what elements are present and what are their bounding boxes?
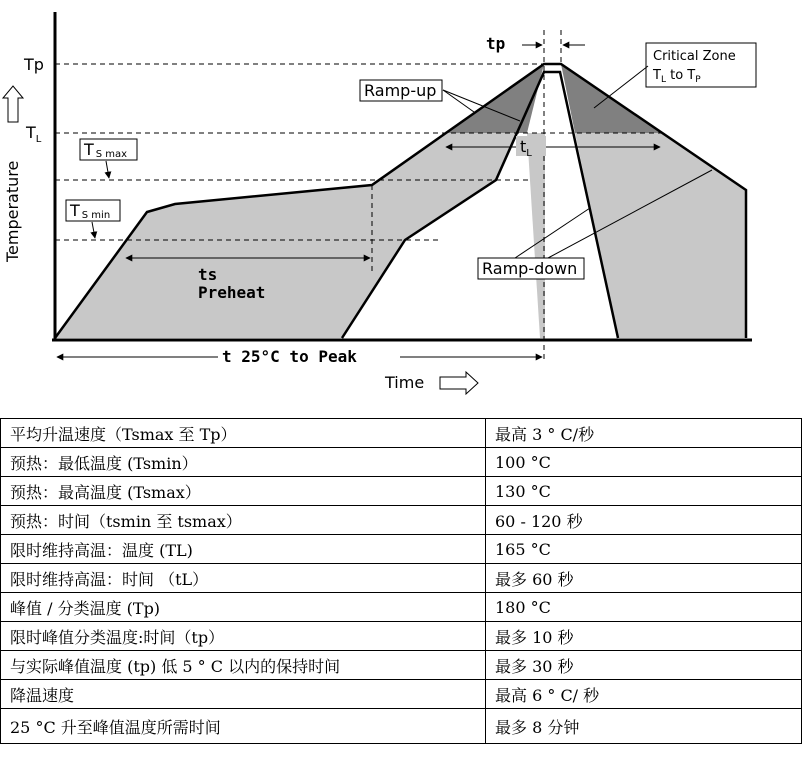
- table-row: [1, 448, 802, 477]
- center-zone: [527, 133, 545, 338]
- time-to-peak-label: t 25°C to Peak: [222, 347, 357, 366]
- param-cell: 限时峰值分类温度:时间（tp）: [1, 622, 486, 651]
- param-cell: 限时维持高温：温度 (TL): [1, 535, 486, 564]
- param-cell: 预热：最低温度 (Tsmin）: [1, 448, 486, 477]
- value-cell: 60 - 120 秒: [486, 506, 802, 535]
- param-cell: 25 °C 升至峰值温度所需时间: [1, 709, 486, 744]
- table-row: [1, 622, 802, 651]
- param-cell: 预热：时间（tsmin 至 tsmax）: [1, 506, 486, 535]
- critical-zone-line2: $T_L$ to $T_P$: [653, 68, 701, 85]
- x-axis-title: Time: [385, 373, 425, 392]
- value-cell: 180 °C: [486, 593, 802, 622]
- table-row: [1, 593, 802, 622]
- table-row: [1, 419, 802, 448]
- value-cell: 100 °C: [486, 448, 802, 477]
- value-cell: 最高 3 ° C/秒: [486, 419, 802, 448]
- ramp-down-label: Ramp-down: [482, 259, 578, 278]
- critical-zone-line1: Critical Zone: [653, 49, 736, 64]
- param-cell: 降温速度: [1, 680, 486, 709]
- tl-tick-label: $T_L$: [26, 123, 42, 145]
- preheat-label: Preheat: [198, 283, 266, 302]
- param-cell: 限时维持高温：时间 （tL）: [1, 564, 486, 593]
- ts-label: ts: [198, 265, 218, 284]
- table-row: [1, 477, 802, 506]
- value-cell: 130 °C: [486, 477, 802, 506]
- param-cell: 峰值 / 分类温度 (Tp): [1, 593, 486, 622]
- value-cell: 最多 8 分钟: [486, 709, 802, 744]
- param-cell: 平均升温速度（Tsmax 至 Tp）: [1, 419, 486, 448]
- value-cell: 最多 30 秒: [486, 651, 802, 680]
- table-row: [1, 709, 802, 744]
- y-axis-arrow-icon: [3, 86, 23, 122]
- tsmax-label: T S max: [84, 140, 128, 160]
- x-axis-arrow-icon: [440, 372, 478, 394]
- ramp-up-label: Ramp-up: [364, 81, 437, 100]
- value-cell: 最多 60 秒: [486, 564, 802, 593]
- table-row: [1, 651, 802, 680]
- preheat-zone: [55, 133, 518, 338]
- table-row: [1, 506, 802, 535]
- tl-duration-label: $t_L$: [520, 137, 532, 159]
- tsmin-label: T S min: [70, 201, 111, 221]
- param-cell: 预热：最高温度 (Tsmax）: [1, 477, 486, 506]
- table-row: [1, 564, 802, 593]
- table-row: [1, 535, 802, 564]
- tp-duration-label: tp: [486, 34, 506, 53]
- tp-tick-label: Tp: [24, 55, 44, 74]
- reflow-spec-table: [0, 418, 802, 744]
- value-cell: 最多 10 秒: [486, 622, 802, 651]
- value-cell: 最高 6 ° C/ 秒: [486, 680, 802, 709]
- param-cell: 与实际峰值温度 (tp) 低 5 ° C 以内的保持时间: [1, 651, 486, 680]
- table-row: [1, 680, 802, 709]
- cooldown-zone: [575, 133, 746, 338]
- value-cell: 165 °C: [486, 535, 802, 564]
- y-axis-title: Temperature: [3, 160, 22, 262]
